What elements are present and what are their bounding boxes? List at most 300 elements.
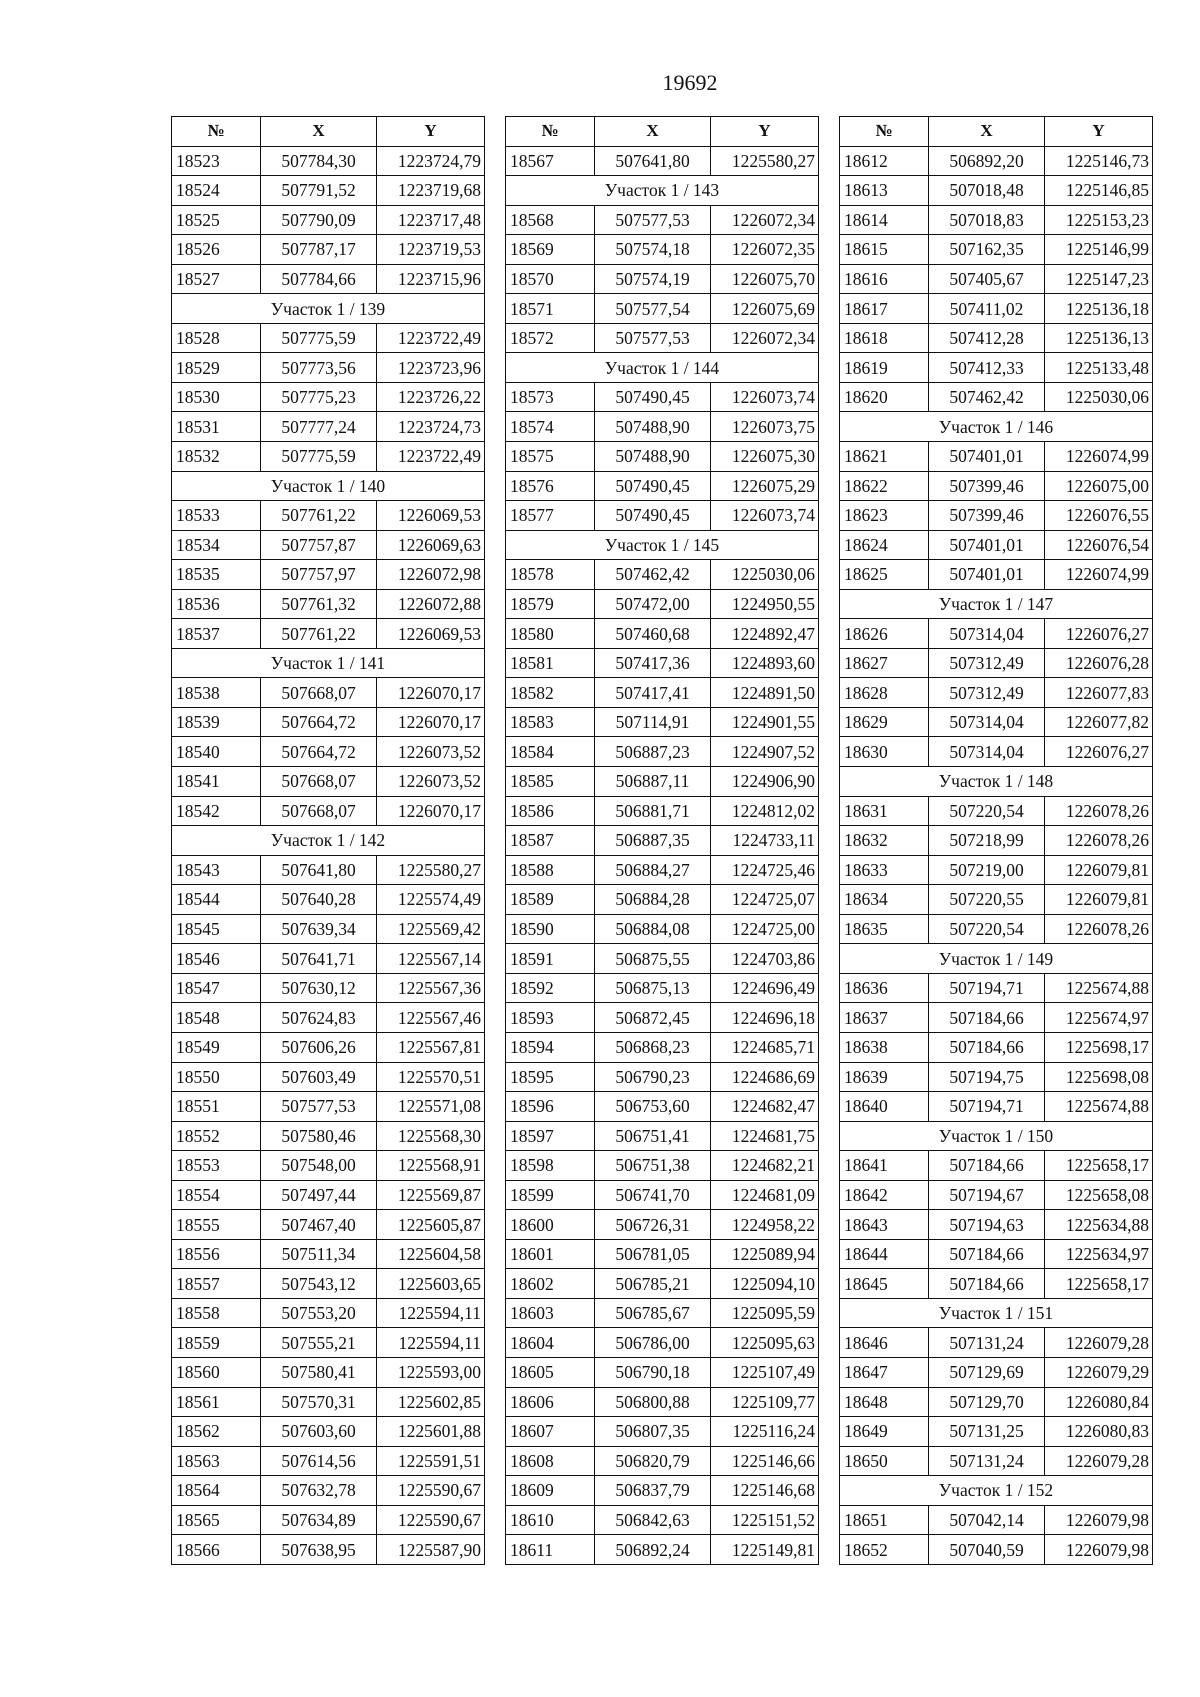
- table-row: [506, 560, 819, 590]
- x-coordinate-cell: 506751,41: [595, 1121, 711, 1151]
- x-coordinate-cell: 507606,26: [261, 1032, 377, 1062]
- x-coordinate-cell: 507668,07: [261, 796, 377, 826]
- table-row: [506, 973, 819, 1003]
- point-number-cell: 18561: [172, 1387, 261, 1417]
- section-label: Участок 1 / 139: [172, 294, 485, 324]
- y-coordinate-cell: 1223726,22: [377, 382, 485, 412]
- table-row: [172, 560, 485, 590]
- x-coordinate-cell: 507129,69: [929, 1357, 1045, 1387]
- y-coordinate-cell: 1225095,63: [711, 1328, 819, 1358]
- table-row: [506, 1239, 819, 1269]
- point-number-cell: 18558: [172, 1298, 261, 1328]
- point-number-cell: 18532: [172, 442, 261, 472]
- point-number-cell: 18589: [506, 885, 595, 915]
- section-label: Участок 1 / 147: [840, 589, 1153, 619]
- point-number-cell: 18570: [506, 264, 595, 294]
- x-coordinate-cell: 506751,38: [595, 1151, 711, 1181]
- x-coordinate-cell: 507641,80: [595, 146, 711, 176]
- table-row: [840, 1062, 1153, 1092]
- header-x: X: [595, 117, 711, 147]
- table-row: [840, 1092, 1153, 1122]
- header-x: X: [929, 117, 1045, 147]
- x-coordinate-cell: 507784,30: [261, 146, 377, 176]
- table-header-row: [172, 117, 485, 147]
- x-coordinate-cell: 507462,42: [595, 560, 711, 590]
- x-coordinate-cell: 507777,24: [261, 412, 377, 442]
- x-coordinate-cell: 506884,28: [595, 885, 711, 915]
- point-number-cell: 18586: [506, 796, 595, 826]
- table-row: [840, 1505, 1153, 1535]
- point-number-cell: 18563: [172, 1446, 261, 1476]
- point-number-cell: 18584: [506, 737, 595, 767]
- point-number-cell: 18566: [172, 1535, 261, 1565]
- table-row: [506, 1121, 819, 1151]
- point-number-cell: 18549: [172, 1032, 261, 1062]
- header-y: Y: [711, 117, 819, 147]
- x-coordinate-cell: 506820,79: [595, 1446, 711, 1476]
- x-coordinate-cell: 506892,20: [929, 146, 1045, 176]
- section-row: [840, 1476, 1153, 1506]
- point-number-cell: 18643: [840, 1210, 929, 1240]
- table-row: [506, 501, 819, 531]
- y-coordinate-cell: 1225601,88: [377, 1417, 485, 1447]
- table-row: [506, 146, 819, 176]
- point-number-cell: 18535: [172, 560, 261, 590]
- y-coordinate-cell: 1224703,86: [711, 944, 819, 974]
- table-row: [172, 619, 485, 649]
- point-number-cell: 18587: [506, 826, 595, 856]
- point-number-cell: 18527: [172, 264, 261, 294]
- section-label: Участок 1 / 150: [840, 1121, 1153, 1151]
- table-row: [840, 1357, 1153, 1387]
- section-label: Участок 1 / 142: [172, 826, 485, 856]
- header-number: №: [840, 117, 929, 147]
- section-label: Участок 1 / 152: [840, 1476, 1153, 1506]
- point-number-cell: 18631: [840, 796, 929, 826]
- table-row: [172, 1210, 485, 1240]
- table-row: [172, 855, 485, 885]
- y-coordinate-cell: 1225658,17: [1045, 1269, 1153, 1299]
- x-coordinate-cell: 507761,22: [261, 619, 377, 649]
- table-row: [172, 1003, 485, 1033]
- x-coordinate-cell: 507218,99: [929, 826, 1045, 856]
- x-coordinate-cell: 507577,53: [595, 323, 711, 353]
- y-coordinate-cell: 1223722,49: [377, 442, 485, 472]
- table-row: [840, 560, 1153, 590]
- table-row: [840, 973, 1153, 1003]
- x-coordinate-cell: 507131,24: [929, 1328, 1045, 1358]
- y-coordinate-cell: 1225089,94: [711, 1239, 819, 1269]
- point-number-cell: 18585: [506, 767, 595, 797]
- table-row: [506, 648, 819, 678]
- y-coordinate-cell: 1225136,13: [1045, 323, 1153, 353]
- table-row: [506, 737, 819, 767]
- x-coordinate-cell: 507314,04: [929, 707, 1045, 737]
- y-coordinate-cell: 1225094,10: [711, 1269, 819, 1299]
- point-number-cell: 18554: [172, 1180, 261, 1210]
- point-number-cell: 18560: [172, 1357, 261, 1387]
- x-coordinate-cell: 507641,80: [261, 855, 377, 885]
- x-coordinate-cell: 507488,90: [595, 412, 711, 442]
- point-number-cell: 18577: [506, 501, 595, 531]
- point-number-cell: 18588: [506, 855, 595, 885]
- table-row: [506, 796, 819, 826]
- y-coordinate-cell: 1224682,21: [711, 1151, 819, 1181]
- x-coordinate-cell: 507761,22: [261, 501, 377, 531]
- x-coordinate-cell: 507401,01: [929, 560, 1045, 590]
- point-number-cell: 18533: [172, 501, 261, 531]
- y-coordinate-cell: 1225567,81: [377, 1032, 485, 1062]
- table-row: [506, 1417, 819, 1447]
- y-coordinate-cell: 1226079,28: [1045, 1446, 1153, 1476]
- table-row: [172, 1269, 485, 1299]
- x-coordinate-cell: 506872,45: [595, 1003, 711, 1033]
- x-coordinate-cell: 507131,25: [929, 1417, 1045, 1447]
- point-number-cell: 18628: [840, 678, 929, 708]
- point-number-cell: 18609: [506, 1476, 595, 1506]
- x-coordinate-cell: 507668,07: [261, 767, 377, 797]
- x-coordinate-cell: 507129,70: [929, 1387, 1045, 1417]
- x-coordinate-cell: 507194,63: [929, 1210, 1045, 1240]
- x-coordinate-cell: 507194,71: [929, 1092, 1045, 1122]
- table-row: [840, 264, 1153, 294]
- x-coordinate-cell: 507399,46: [929, 501, 1045, 531]
- x-coordinate-cell: 506881,71: [595, 796, 711, 826]
- y-coordinate-cell: 1226070,17: [377, 678, 485, 708]
- point-number-cell: 18547: [172, 973, 261, 1003]
- x-coordinate-cell: 506790,18: [595, 1357, 711, 1387]
- table-row: [840, 1032, 1153, 1062]
- point-number-cell: 18614: [840, 205, 929, 235]
- x-coordinate-cell: 507219,00: [929, 855, 1045, 885]
- point-number-cell: 18580: [506, 619, 595, 649]
- x-coordinate-cell: 507412,33: [929, 353, 1045, 383]
- table-row: [172, 235, 485, 265]
- table-row: [172, 678, 485, 708]
- table-row: [840, 1535, 1153, 1565]
- point-number-cell: 18526: [172, 235, 261, 265]
- point-number-cell: 18624: [840, 530, 929, 560]
- table-row: [172, 1505, 485, 1535]
- y-coordinate-cell: 1226075,29: [711, 471, 819, 501]
- header-number: №: [506, 117, 595, 147]
- point-number-cell: 18651: [840, 1505, 929, 1535]
- table-row: [840, 1387, 1153, 1417]
- x-coordinate-cell: 507603,60: [261, 1417, 377, 1447]
- y-coordinate-cell: 1226080,84: [1045, 1387, 1153, 1417]
- x-coordinate-cell: 507775,23: [261, 382, 377, 412]
- y-coordinate-cell: 1225570,51: [377, 1062, 485, 1092]
- y-coordinate-cell: 1225658,08: [1045, 1180, 1153, 1210]
- y-coordinate-cell: 1226069,53: [377, 619, 485, 649]
- table-row: [506, 1446, 819, 1476]
- table-row: [172, 1239, 485, 1269]
- point-number-cell: 18525: [172, 205, 261, 235]
- y-coordinate-cell: 1223722,49: [377, 323, 485, 353]
- y-coordinate-cell: 1226069,63: [377, 530, 485, 560]
- x-coordinate-cell: 507490,45: [595, 471, 711, 501]
- table-row: [840, 501, 1153, 531]
- x-coordinate-cell: 507220,54: [929, 914, 1045, 944]
- table-row: [506, 707, 819, 737]
- table-row: [172, 885, 485, 915]
- y-coordinate-cell: 1226079,28: [1045, 1328, 1153, 1358]
- section-label: Участок 1 / 140: [172, 471, 485, 501]
- point-number-cell: 18636: [840, 973, 929, 1003]
- y-coordinate-cell: 1225594,11: [377, 1298, 485, 1328]
- x-coordinate-cell: 507640,28: [261, 885, 377, 915]
- x-coordinate-cell: 507399,46: [929, 471, 1045, 501]
- point-number-cell: 18564: [172, 1476, 261, 1506]
- point-number-cell: 18650: [840, 1446, 929, 1476]
- point-number-cell: 18637: [840, 1003, 929, 1033]
- x-coordinate-cell: 506837,79: [595, 1476, 711, 1506]
- point-number-cell: 18573: [506, 382, 595, 412]
- point-number-cell: 18582: [506, 678, 595, 708]
- y-coordinate-cell: 1225147,23: [1045, 264, 1153, 294]
- y-coordinate-cell: 1225574,49: [377, 885, 485, 915]
- y-coordinate-cell: 1225634,97: [1045, 1239, 1153, 1269]
- table-row: [840, 1446, 1153, 1476]
- point-number-cell: 18649: [840, 1417, 929, 1447]
- table-row: [172, 1328, 485, 1358]
- y-coordinate-cell: 1226076,54: [1045, 530, 1153, 560]
- x-coordinate-cell: 506884,08: [595, 914, 711, 944]
- table-row: [840, 885, 1153, 915]
- table-row: [506, 1180, 819, 1210]
- x-coordinate-cell: 507570,31: [261, 1387, 377, 1417]
- point-number-cell: 18615: [840, 235, 929, 265]
- x-coordinate-cell: 507580,46: [261, 1121, 377, 1151]
- x-coordinate-cell: 506887,23: [595, 737, 711, 767]
- x-coordinate-cell: 507630,12: [261, 973, 377, 1003]
- y-coordinate-cell: 1225674,88: [1045, 973, 1153, 1003]
- point-number-cell: 18596: [506, 1092, 595, 1122]
- point-number-cell: 18593: [506, 1003, 595, 1033]
- point-number-cell: 18612: [840, 146, 929, 176]
- table-row: [840, 826, 1153, 856]
- x-coordinate-cell: 507775,59: [261, 442, 377, 472]
- table-row: [506, 1151, 819, 1181]
- y-coordinate-cell: 1225580,27: [377, 855, 485, 885]
- point-number-cell: 18530: [172, 382, 261, 412]
- x-coordinate-cell: 507574,18: [595, 235, 711, 265]
- point-number-cell: 18648: [840, 1387, 929, 1417]
- table-row: [840, 796, 1153, 826]
- y-coordinate-cell: 1226069,53: [377, 501, 485, 531]
- x-coordinate-cell: 507417,36: [595, 648, 711, 678]
- y-coordinate-cell: 1224906,90: [711, 767, 819, 797]
- table-row: [840, 1151, 1153, 1181]
- y-coordinate-cell: 1225567,46: [377, 1003, 485, 1033]
- x-coordinate-cell: 506887,35: [595, 826, 711, 856]
- x-coordinate-cell: 507312,49: [929, 678, 1045, 708]
- table-row: [840, 1003, 1153, 1033]
- x-coordinate-cell: 507460,68: [595, 619, 711, 649]
- point-number-cell: 18607: [506, 1417, 595, 1447]
- header-number: №: [172, 117, 261, 147]
- y-coordinate-cell: 1226070,17: [377, 796, 485, 826]
- y-coordinate-cell: 1226080,83: [1045, 1417, 1153, 1447]
- y-coordinate-cell: 1224901,55: [711, 707, 819, 737]
- y-coordinate-cell: 1226079,29: [1045, 1357, 1153, 1387]
- x-coordinate-cell: 507184,66: [929, 1003, 1045, 1033]
- table-header-row: [840, 117, 1153, 147]
- point-number-cell: 18610: [506, 1505, 595, 1535]
- y-coordinate-cell: 1224725,07: [711, 885, 819, 915]
- y-coordinate-cell: 1223719,53: [377, 235, 485, 265]
- x-coordinate-cell: 507664,72: [261, 707, 377, 737]
- section-row: [172, 826, 485, 856]
- point-number-cell: 18578: [506, 560, 595, 590]
- section-row: [840, 944, 1153, 974]
- table-row: [172, 914, 485, 944]
- x-coordinate-cell: 507555,21: [261, 1328, 377, 1358]
- point-number-cell: 18639: [840, 1062, 929, 1092]
- section-row: [172, 294, 485, 324]
- table-row: [506, 323, 819, 353]
- x-coordinate-cell: 507757,87: [261, 530, 377, 560]
- y-coordinate-cell: 1225593,00: [377, 1357, 485, 1387]
- x-coordinate-cell: 507314,04: [929, 619, 1045, 649]
- x-coordinate-cell: 506842,63: [595, 1505, 711, 1535]
- point-number-cell: 18598: [506, 1151, 595, 1181]
- x-coordinate-cell: 507497,44: [261, 1180, 377, 1210]
- table-row: [840, 471, 1153, 501]
- y-coordinate-cell: 1226073,74: [711, 501, 819, 531]
- x-coordinate-cell: 507632,78: [261, 1476, 377, 1506]
- y-coordinate-cell: 1224681,75: [711, 1121, 819, 1151]
- table-row: [172, 767, 485, 797]
- x-coordinate-cell: 507787,17: [261, 235, 377, 265]
- point-number-cell: 18617: [840, 294, 929, 324]
- point-number-cell: 18642: [840, 1180, 929, 1210]
- table-row: [172, 323, 485, 353]
- x-coordinate-cell: 507761,32: [261, 589, 377, 619]
- point-number-cell: 18534: [172, 530, 261, 560]
- point-number-cell: 18591: [506, 944, 595, 974]
- x-coordinate-cell: 506800,88: [595, 1387, 711, 1417]
- table-row: [840, 1269, 1153, 1299]
- section-label: Участок 1 / 143: [506, 176, 819, 206]
- point-number-cell: 18619: [840, 353, 929, 383]
- table-row: [172, 707, 485, 737]
- point-number-cell: 18630: [840, 737, 929, 767]
- table-row: [506, 442, 819, 472]
- point-number-cell: 18552: [172, 1121, 261, 1151]
- table-row: [172, 1446, 485, 1476]
- table-row: [506, 1357, 819, 1387]
- x-coordinate-cell: 507467,40: [261, 1210, 377, 1240]
- table-row: [172, 442, 485, 472]
- x-coordinate-cell: 507314,04: [929, 737, 1045, 767]
- x-coordinate-cell: 507401,01: [929, 530, 1045, 560]
- x-coordinate-cell: 507312,49: [929, 648, 1045, 678]
- section-row: [840, 767, 1153, 797]
- table-row: [506, 678, 819, 708]
- x-coordinate-cell: 507401,01: [929, 442, 1045, 472]
- y-coordinate-cell: 1226079,81: [1045, 885, 1153, 915]
- x-coordinate-cell: 507184,66: [929, 1032, 1045, 1062]
- y-coordinate-cell: 1225569,87: [377, 1180, 485, 1210]
- y-coordinate-cell: 1225674,88: [1045, 1092, 1153, 1122]
- point-number-cell: 18590: [506, 914, 595, 944]
- point-number-cell: 18592: [506, 973, 595, 1003]
- x-coordinate-cell: 506785,67: [595, 1298, 711, 1328]
- point-number-cell: 18540: [172, 737, 261, 767]
- y-coordinate-cell: 1223724,79: [377, 146, 485, 176]
- section-row: [506, 176, 819, 206]
- y-coordinate-cell: 1225095,59: [711, 1298, 819, 1328]
- point-number-cell: 18635: [840, 914, 929, 944]
- table-row: [506, 205, 819, 235]
- y-coordinate-cell: 1224893,60: [711, 648, 819, 678]
- section-label: Участок 1 / 145: [506, 530, 819, 560]
- table-row: [840, 737, 1153, 767]
- x-coordinate-cell: 507220,55: [929, 885, 1045, 915]
- point-number-cell: 18562: [172, 1417, 261, 1447]
- y-coordinate-cell: 1224696,49: [711, 973, 819, 1003]
- point-number-cell: 18574: [506, 412, 595, 442]
- x-coordinate-cell: 507577,53: [595, 205, 711, 235]
- y-coordinate-cell: 1226078,26: [1045, 826, 1153, 856]
- table-row: [506, 1505, 819, 1535]
- point-number-cell: 18551: [172, 1092, 261, 1122]
- table-row: [172, 973, 485, 1003]
- y-coordinate-cell: 1223715,96: [377, 264, 485, 294]
- y-coordinate-cell: 1224685,71: [711, 1032, 819, 1062]
- section-label: Участок 1 / 141: [172, 648, 485, 678]
- section-label: Участок 1 / 151: [840, 1298, 1153, 1328]
- point-number-cell: 18536: [172, 589, 261, 619]
- y-coordinate-cell: 1224681,09: [711, 1180, 819, 1210]
- y-coordinate-cell: 1226076,55: [1045, 501, 1153, 531]
- y-coordinate-cell: 1224733,11: [711, 826, 819, 856]
- x-coordinate-cell: 507412,28: [929, 323, 1045, 353]
- x-coordinate-cell: 507490,45: [595, 501, 711, 531]
- point-number-cell: 18523: [172, 146, 261, 176]
- point-number-cell: 18553: [172, 1151, 261, 1181]
- point-number-cell: 18597: [506, 1121, 595, 1151]
- y-coordinate-cell: 1225634,88: [1045, 1210, 1153, 1240]
- y-coordinate-cell: 1225602,85: [377, 1387, 485, 1417]
- table-row: [506, 619, 819, 649]
- y-coordinate-cell: 1226078,26: [1045, 796, 1153, 826]
- table-row: [506, 885, 819, 915]
- point-number-cell: 18569: [506, 235, 595, 265]
- table-row: [172, 796, 485, 826]
- header-y: Y: [377, 117, 485, 147]
- point-number-cell: 18647: [840, 1357, 929, 1387]
- x-coordinate-cell: 507462,42: [929, 382, 1045, 412]
- y-coordinate-cell: 1226077,82: [1045, 707, 1153, 737]
- section-label: Участок 1 / 146: [840, 412, 1153, 442]
- table-row: [506, 1269, 819, 1299]
- point-number-cell: 18531: [172, 412, 261, 442]
- point-number-cell: 18556: [172, 1239, 261, 1269]
- x-coordinate-cell: 506741,70: [595, 1180, 711, 1210]
- y-coordinate-cell: 1225674,97: [1045, 1003, 1153, 1033]
- x-coordinate-cell: 507668,07: [261, 678, 377, 708]
- table-row: [840, 648, 1153, 678]
- y-coordinate-cell: 1223719,68: [377, 176, 485, 206]
- point-number-cell: 18613: [840, 176, 929, 206]
- x-coordinate-cell: 507664,72: [261, 737, 377, 767]
- x-coordinate-cell: 507114,91: [595, 707, 711, 737]
- x-coordinate-cell: 507614,56: [261, 1446, 377, 1476]
- x-coordinate-cell: 507638,95: [261, 1535, 377, 1565]
- table-row: [506, 1062, 819, 1092]
